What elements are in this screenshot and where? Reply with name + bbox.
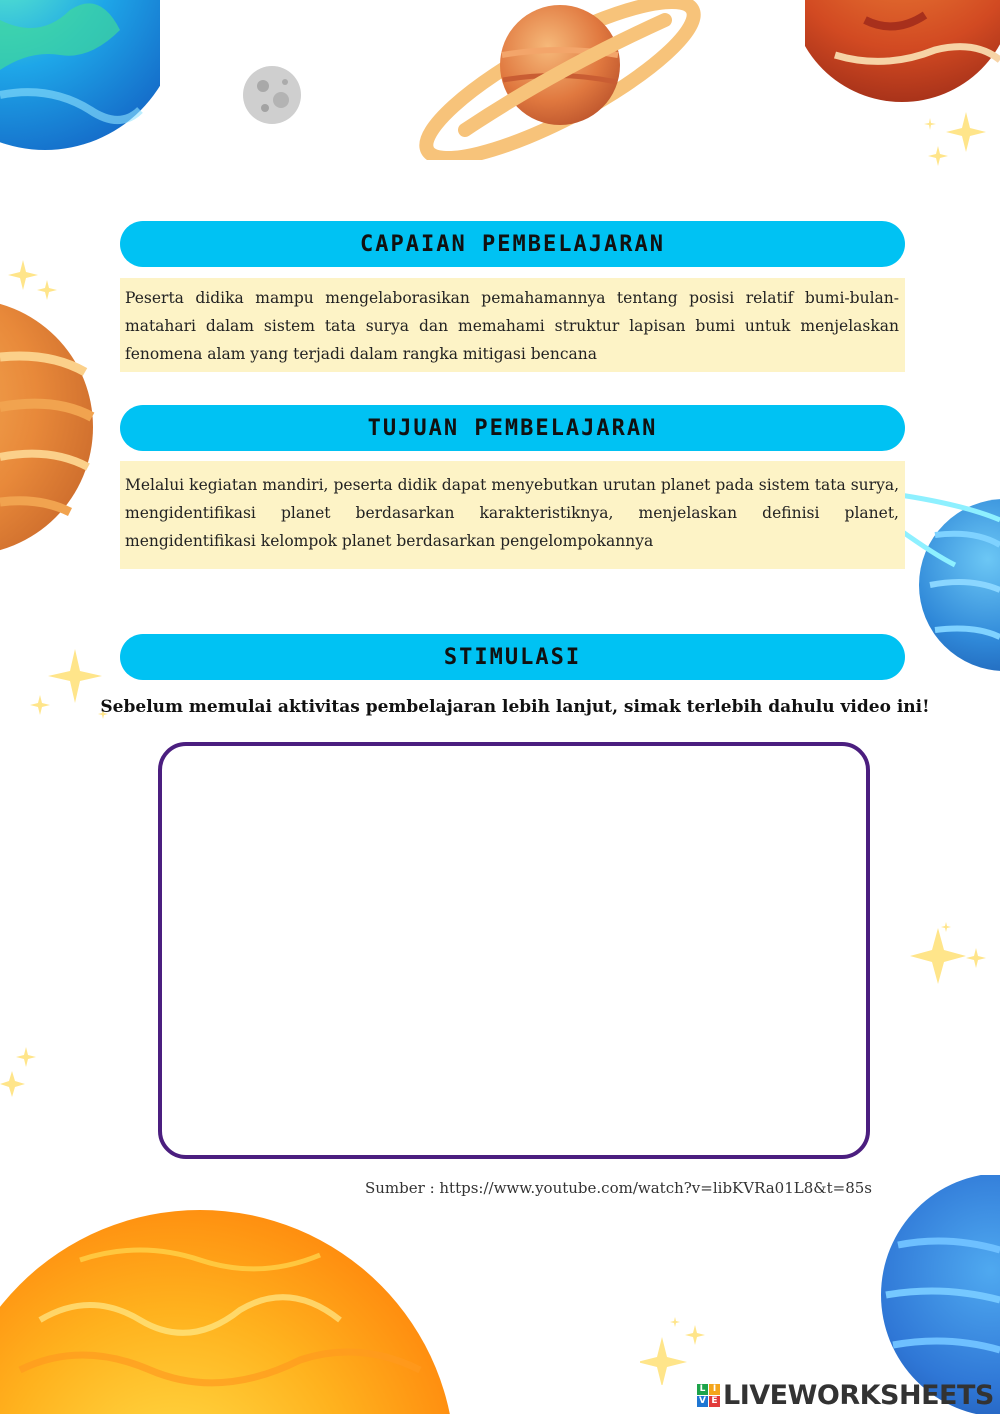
liveworksheets-logo-text: LIVEWORKSHEETS	[723, 1379, 994, 1411]
sun-icon	[0, 1200, 460, 1414]
saturn-icon	[405, 0, 720, 160]
stimulasi-instruction: Sebelum memulai aktivitas pembelajaran lebih lanjut, simak terlebih dahulu video ini!	[100, 697, 930, 717]
video-source: Sumber : https://www.youtube.com/watch?v=libKVRa01L8&t=85s	[365, 1179, 872, 1197]
moon-icon	[241, 64, 303, 126]
uranus-planet-icon	[878, 1175, 1000, 1414]
video-embed[interactable]	[158, 742, 870, 1159]
sparkle-star-icon	[0, 1045, 40, 1100]
tujuan-header: TUJUAN PEMBELAJARAN	[120, 405, 905, 451]
jupiter-planet-icon	[0, 297, 95, 557]
liveworksheets-logo[interactable]	[697, 1381, 994, 1409]
stimulasi-header: STIMULASI	[120, 634, 905, 680]
capaian-text: Peserta didika mampu mengelaborasikan pemahamannya tentang posisi relatif bumi-bulan-matahari dalam sistem tata surya dan memahami struktur lapisan bumi untuk menjelaskan fenomena alam yang terjadi dalam rangka mitigasi bencana	[120, 278, 905, 372]
neptune-planet-icon	[895, 485, 1000, 690]
mars-planet-icon	[805, 0, 1000, 110]
capaian-header: CAPAIAN PEMBELAJARAN	[120, 221, 905, 267]
liveworksheets-badge-icon: L I V E	[697, 1384, 720, 1407]
sparkle-star-icon	[640, 1315, 715, 1385]
tujuan-text: Melalui kegiatan mandiri, peserta didik dapat menyebutkan urutan planet pada sistem tata surya, mengidentifikasi planet berdasarkan karakteristiknya, menjelaskan definisi planet, mengidentifikasi kelompok planet berdasarkan pengelompokannya	[120, 461, 905, 569]
sparkle-star-icon	[918, 108, 993, 168]
earth-planet-icon	[0, 0, 160, 160]
sparkle-star-icon	[900, 920, 995, 990]
